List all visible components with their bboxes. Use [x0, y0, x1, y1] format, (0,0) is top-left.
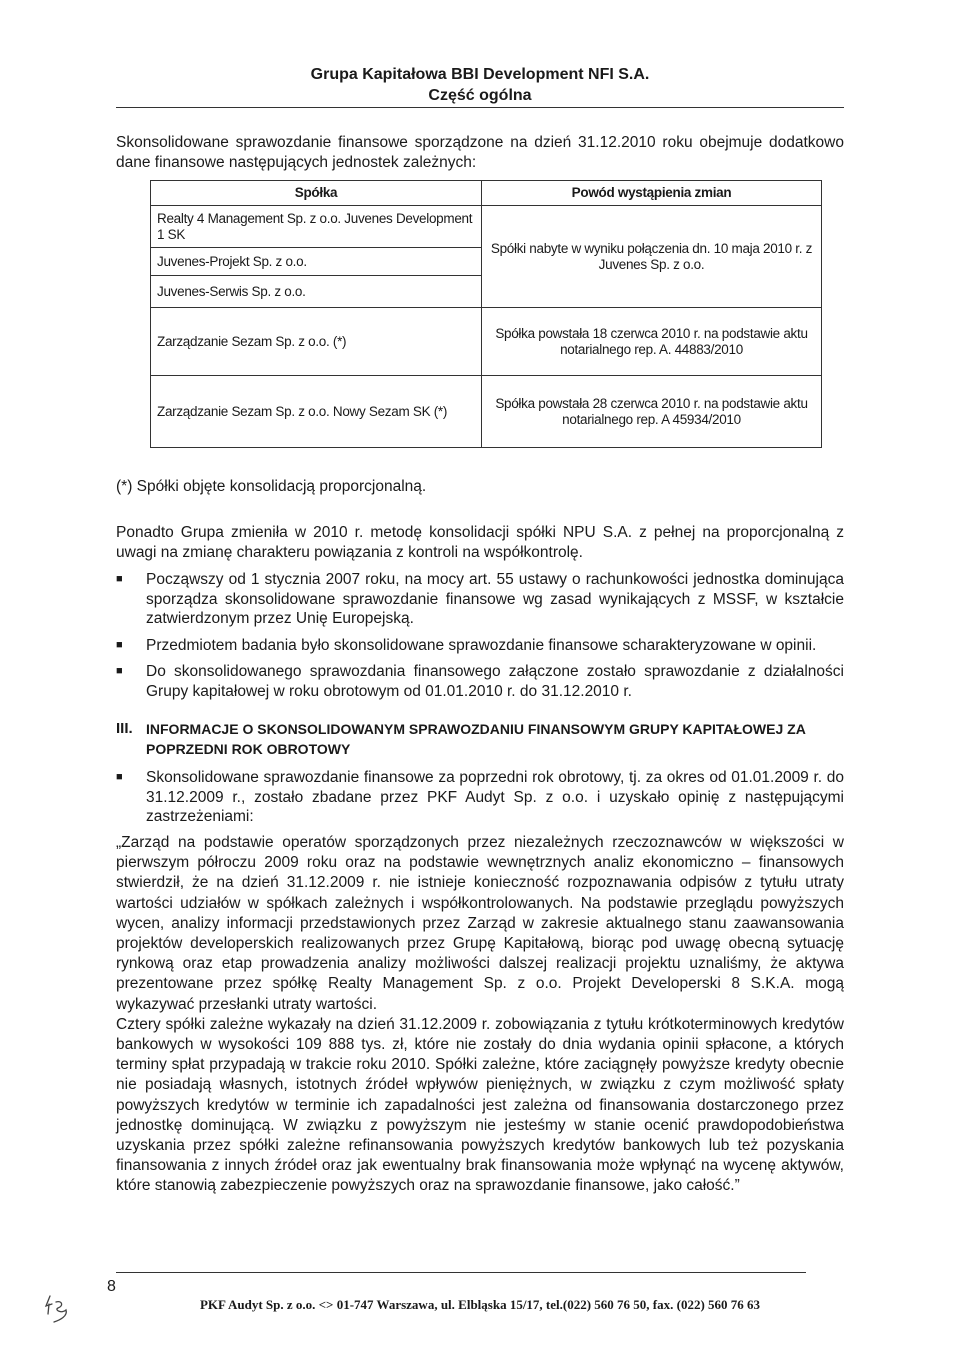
table-row	[151, 308, 822, 376]
quote-paragraph: „Zarząd na podstawie operatów sporządzonych przez niezależnych rzeczoznawców w większości w pierwszym półroczu 2009 roku oraz na podstawie wewnętrznych analiz ekonomiczno – finansowych stwierdził, że na dzień 31.12.2009 r. nie istnieje konieczność rozpoznawania odpisów z tytułu utraty wartości udziałów w spółkach zależnych i współkontrolowanych. Na podstawie przeglądu powyższych wycen, analizy informacji przedstawionych przez Zarząd w zakresie aktualnego stanu zaawansowania projektów developerskich realizowanych przez Grupę Kapitałową, biorąc pod uwagę obecną sytuację rynkową oraz etap prowadzenia analizy możliwości dalszej realizacji projektu uznaliśmy, że aktywa prezentowane przez spółkę Realty Management Sp. z o.o. Projekt Developerski 8 S.K.A. mogą wykazywać przesłanki utraty wartości.	[116, 834, 844, 1013]
document-header	[116, 64, 844, 106]
auditor-qualification-quote	[116, 833, 844, 1197]
bullet-text: Skonsolidowane sprawozdanie finansowe za poprzedni rok obrotowy, tj. za okres od 01.01.2009 r. do 31.12.2009 r., zostało zbadane przez PKF Audyt Sp. z o.o. i uzyskało opinię z następującymi zastrzeżeniami:	[146, 769, 844, 826]
bullet-icon: ■	[116, 573, 123, 585]
bullet-item	[116, 636, 844, 656]
subsidiaries-table	[150, 180, 822, 448]
table-cell-company: Juvenes-Projekt Sp. z o.o.	[151, 248, 482, 276]
table-row	[151, 376, 822, 448]
table-header-company: Spółka	[151, 181, 482, 206]
handwritten-initials-icon	[40, 1292, 74, 1326]
table-footnote: (*) Spółki objęte konsolidacją proporcjonalną.	[116, 478, 427, 495]
bullet-text: Do skonsolidowanego sprawozdania finansowego załączone zostało sprawozdanie z działalności Grupy kapitałowej w roku obrotowym od 01.01.2010 r. do 31.12.2010 r.	[146, 663, 844, 700]
table-cell-company: Zarządzanie Sezam Sp. z o.o. Nowy Sezam SK (*)	[151, 376, 482, 448]
bullet-text: Począwszy od 1 stycznia 2007 roku, na mocy art. 55 ustawy o rachunkowości jednostka dominująca sporządza skonsolidowane sprawozdanie finansowe wg zasad wynikających z MSSF, w kształcie zatwierdzonym przez Unię Europejską.	[146, 571, 844, 628]
header-section: Część ogólna	[428, 87, 532, 104]
bullet-text: Przedmiotem badania było skonsolidowane sprawozdanie finansowe scharakteryzowane w opinii.	[146, 637, 817, 654]
table-header-row	[151, 181, 822, 206]
bullet-item	[116, 570, 844, 629]
quote-paragraph: Cztery spółki zależne wykazały na dzień 31.12.2009 r. zobowiązania z tytułu krótkoterminowych kredytów bankowych w wysokości 109 888 tys. zł, które nie zostały do dnia wydania opinii spłacone, a których terminy spłat przypadają w trakcie roku 2010. Spółki zależne, które zaciągnęły powyższe kredyty obecnie nie posiadają własnych, istotnych źródeł wpływów pieniężnych, w związku z czym możliwość spłaty powyższych kredytów w terminie ich zapadalności jest zależna od finansowania dostarczonego przez jednostkę dominującą. W związku z powyższym nie jesteśmy w stanie ocenić prawdopodobieństwa uzyskania przez spółki zależne refinansowania powyższych kredytów bankowych lub też pozyskania finansowania z innych źródeł oraz jak ewentualny brak finansowania może wpłynąć na wycenę aktywów, które stanowią zabezpieczenie powyższych oraz na sprawozdanie finansowe, jako całość.”	[116, 1015, 844, 1195]
footer-divider	[116, 1272, 806, 1273]
bullet-icon: ■	[116, 665, 123, 677]
table-cell-company: Zarządzanie Sezam Sp. z o.o. (*)	[151, 308, 482, 376]
table-cell-reason: Spółka powstała 28 czerwca 2010 r. na podstawie aktu notarialnego rep. A 45934/2010	[482, 376, 822, 448]
header-divider	[116, 107, 844, 108]
section-title: INFORMACJE O SKONSOLIDOWANYM SPRAWOZDANIU FINANSOWYM GRUPY KAPITAŁOWEJ ZA POPRZEDNI ROK OBROTOWY	[146, 721, 806, 757]
table-cell-reason: Spółki nabyte w wyniku połączenia dn. 10 maja 2010 r. z Juvenes Sp. z o.o.	[482, 206, 822, 308]
page-number: 8	[107, 1278, 116, 1295]
section-heading	[116, 719, 844, 759]
table-cell-reason: Spółka powstała 18 czerwca 2010 r. na podstawie aktu notarialnego rep. A. 44883/2010	[482, 308, 822, 376]
bullet-icon: ■	[116, 771, 123, 783]
consolidation-paragraph: Ponadto Grupa zmieniła w 2010 r. metodę konsolidacji spółki NPU S.A. z pełnej na proporcjonalną z uwagi na zmianę charakteru powiązania z kontroli na współkontrolę.	[116, 524, 844, 561]
table-row	[151, 206, 822, 248]
footer-address: PKF Audyt Sp. z o.o. <> 01-747 Warszawa, ul. Elbląska 15/17, tel.(022) 560 76 50, fax. (022) 560 76 63	[199, 1297, 761, 1312]
intro-paragraph: Skonsolidowane sprawozdanie finansowe sporządzone na dzień 31.12.2010 roku obejmuje dodatkowo dane finansowe następujących jednostek zależnych:	[116, 134, 844, 171]
bullet-item	[116, 768, 844, 827]
table-cell-company: Juvenes-Serwis Sp. z o.o.	[151, 276, 482, 308]
table-header-reason: Powód wystąpienia zmian	[482, 181, 822, 206]
bullet-item	[116, 662, 844, 701]
header-company: Grupa Kapitałowa BBI Development NFI S.A.	[310, 66, 650, 83]
table-cell-company: Realty 4 Management Sp. z o.o. Juvenes Development 1 SK	[151, 206, 482, 248]
bullet-icon: ■	[116, 639, 123, 651]
section-number: III.	[116, 720, 133, 737]
